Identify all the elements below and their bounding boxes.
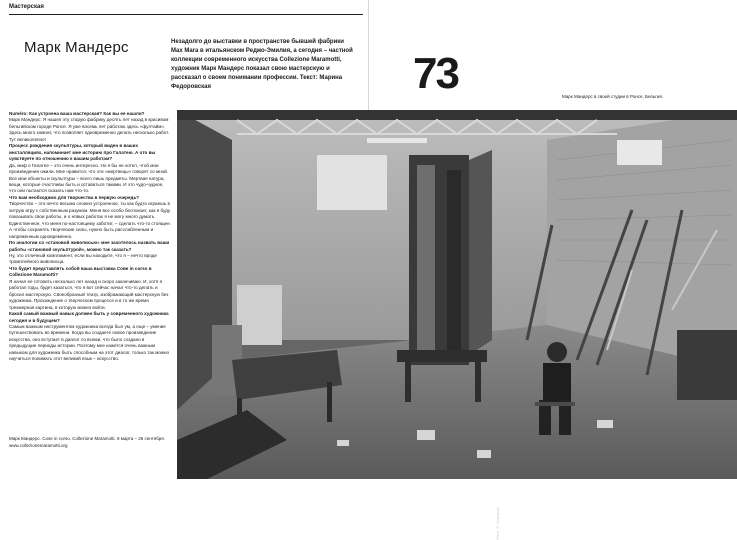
footer-caption: Марк Мандерс. Cose in corso. Collezione Maramotti. 9 марта – 26 сентября. www.collezionemaramotti.org bbox=[9, 436, 165, 448]
article-lead: Незадолго до выставки в пространстве бывшей фабрики Max Mara в итальянском Реджо-Эмилия, а сегодня – частной коллекции современного искусства Collezione Maramotti, художник Марк Мандерс показал свою мастерскую и рассказал о своем понимании профессии. Текст: Марина Федоровская bbox=[171, 39, 353, 90]
article-title: Марк Мандерс bbox=[24, 39, 129, 56]
studio-photo-drawing bbox=[177, 110, 737, 479]
studio-photo bbox=[177, 110, 737, 540]
question: Какой самый важный навык должен быть у современного художника сегодня и в будущем? bbox=[9, 311, 169, 323]
article-body bbox=[9, 111, 171, 363]
question: По аналогии со «становой живописью» мне захотелось назвать ваши работы «становой скульптурой», можно так сказать? bbox=[9, 240, 170, 252]
section-tag: Мастерская bbox=[9, 4, 44, 10]
photo-caption: Марк Мандерс в своей студии в Ронсе, Бельгия. bbox=[562, 94, 664, 99]
question: Процесс рождения скульптуры, который виден в ваших инсталляциях, напоминает мне историю про Галатею. А что вы чувствуете по отношению к вашим работам? bbox=[9, 143, 156, 162]
question: Что будет представлять собой ваша выставка Сове in corso в Collezione Maramotti? bbox=[9, 265, 152, 278]
answer: Я начал ее готовить несколько лет назад и скоро заканчиваю. И, хотя я работал годы, будет казаться, что я вот сейчас начал что-то делать и бросил мастерскую. Своеобразный театр, изображающий мастерскую без художника. Прохождение о творческом процессе и в то же время трехмерная картина, в которую можно войти. bbox=[9, 278, 169, 310]
answer: Да, миф о Галатее – это очень интересно. Но я бы не хотел, чтоб мои произведения ожили. Мне нравится, что эти «мертвецы» говорят со мной. Все мои объекты и скульптуры – всего лишь предметы. Мертвая натура, вещи, которые счастливы быть и оставаться такими. И это чудо-чудное, что они пытаются сказать нам что-то. bbox=[9, 162, 169, 194]
answer: Творчество – это нечто весьма сложно устроенное, ты как будто играешь в хитрую игру с собственным разумом. Меня все особо беспокоит, как я буду показывать свои работы, и о новых работах я не могу много думать. Единственное, что меня по-настоящему заботит, – сделать что-то стоящее. А чтобы сохранять творческие силы, нужно быть расслабленным и напряженным одновременно. bbox=[9, 201, 171, 239]
answer: Марк Мандерс: Я нашел эту старую фабрику десять лет назад в красивом бельгийском городе Ронсе. Я уже восемь лет работаю здесь «фултайм». Здесь много комнат, что позволяет одновременно делать несколько работ. Тут великолепно! bbox=[9, 117, 170, 142]
question: Numéro: Как устроена ваша мастерская? Как вы ее нашли? bbox=[9, 111, 145, 116]
answer: Самым важным инструментом художника всегда был ум, а еще – умение путешествовать во времени. Когда вы создаете новое произведение искусства, оно вступает в диалог со всеми, что было создано в предыдущие периоды истории. Поэтому мне кажется очень важным навыком для художника быть способным на этот диалог, только так можно научиться понимать этот великий язык – искусство. bbox=[9, 323, 170, 362]
answer: Ну, это отличный комплимент, если вы находите, что я – нечто вроде тромплейного живописца. bbox=[9, 252, 157, 265]
photo-credit: Фото: © Сафаров bbox=[495, 507, 500, 540]
question: Что вам необходимо для творчества в первую очередь? bbox=[9, 194, 140, 200]
header-rule bbox=[9, 14, 363, 15]
page-number: 73 bbox=[413, 49, 458, 98]
